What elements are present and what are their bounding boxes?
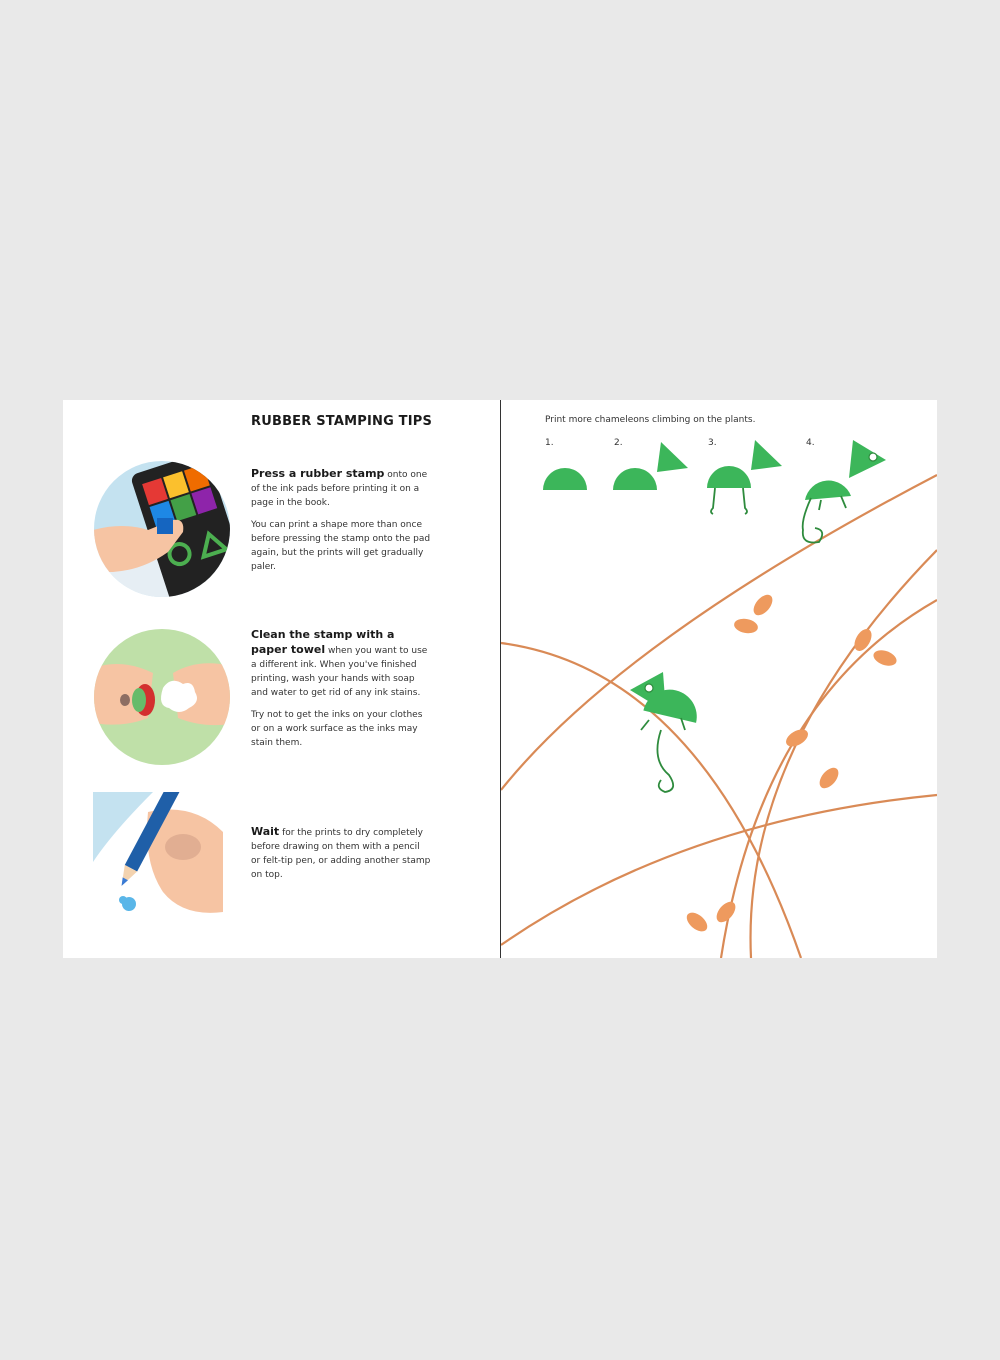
step-label-2: 2. [614, 438, 623, 448]
right-page [501, 400, 937, 958]
tip-2-bold: Clean the stamp with a paper towel [251, 628, 395, 656]
cleaning-stamp-illustration [93, 628, 231, 766]
activity-instruction: Print more chameleons climbing on the plants. [545, 415, 756, 425]
tip-wait [251, 825, 431, 890]
tip-clean-stamp [251, 628, 431, 758]
book-spread [63, 400, 937, 958]
tip-press-stamp [251, 467, 431, 582]
tip-1-text: onto one of the ink pads before printing it on a page in the book. [251, 470, 428, 508]
left-page [63, 400, 500, 958]
step-label-1: 1. [545, 438, 554, 448]
pencil-drawing-illustration [93, 792, 233, 922]
step-label-4: 4. [806, 438, 815, 448]
stamp-ink-pad-illustration [93, 460, 231, 598]
step-label-3: 3. [708, 438, 717, 448]
vines-artwork [501, 400, 937, 958]
tip-1-extra: You can print a shape more than once before pressing the stamp onto the pad again, but the prints will get gradually paler. [251, 520, 431, 572]
tip-3-text: for the prints to dry completely before drawing on them with a pencil or felt-tip pen, or adding another stamp on top. [251, 828, 431, 880]
tip-2-extra: Try not to get the inks on your clothes or on a work surface as the inks may stain them. [251, 710, 423, 748]
tip-1-bold: Press a rubber stamp [251, 467, 385, 480]
page-heading: RUBBER STAMPING TIPS [251, 414, 433, 429]
tip-3-bold: Wait [251, 825, 280, 838]
tip-2-text: when you want to use a different ink. When you've finished printing, wash your hands with soap and water to get rid of any ink stains. [251, 646, 428, 698]
